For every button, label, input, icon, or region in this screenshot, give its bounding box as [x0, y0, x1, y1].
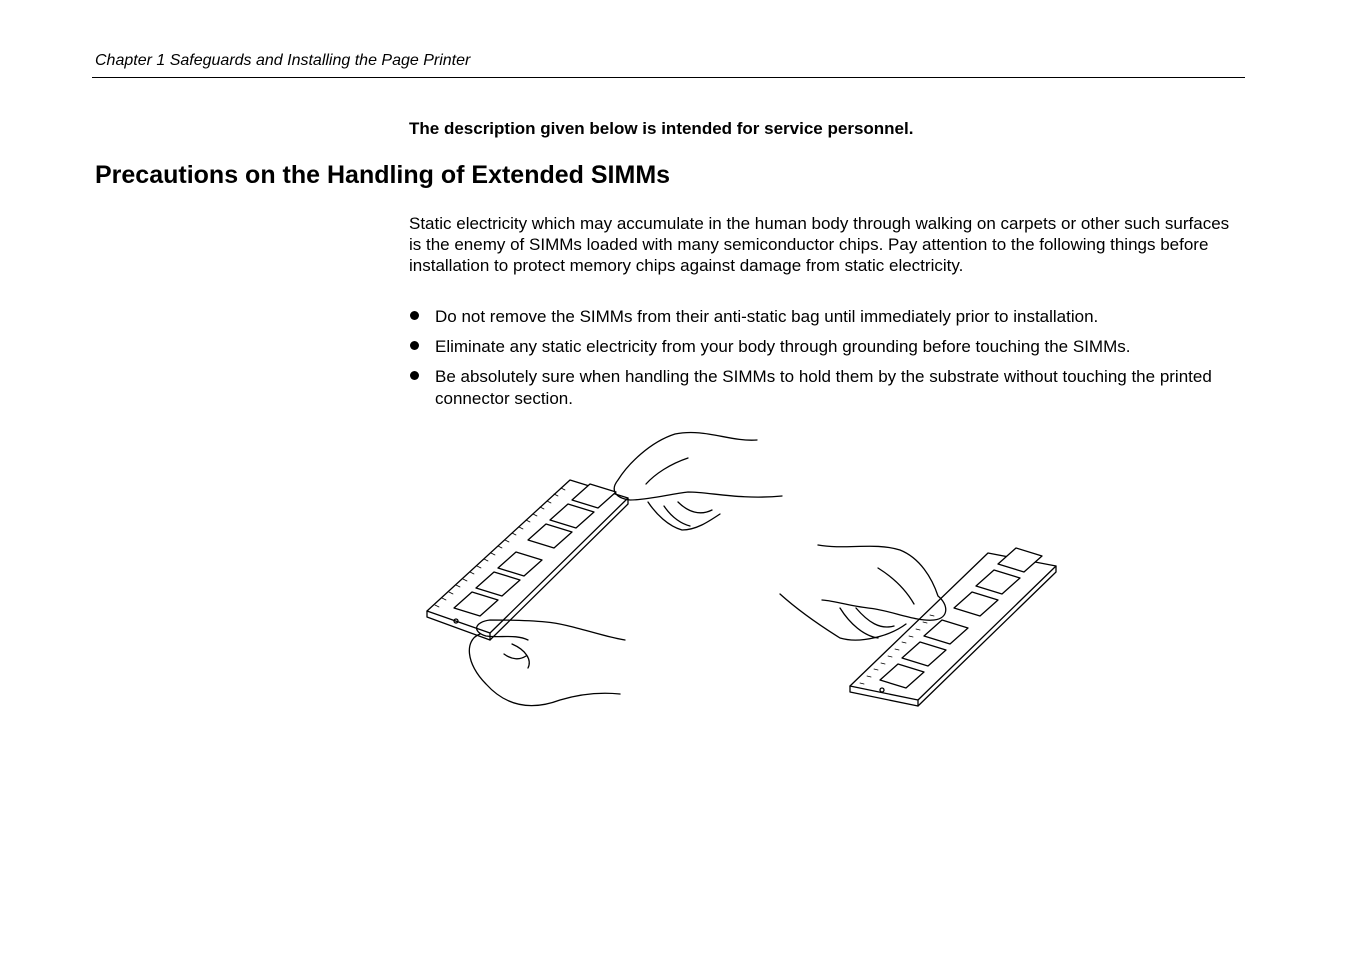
- bullet-icon: [410, 341, 419, 350]
- service-notice: The description given below is intended for service personnel.: [409, 119, 914, 138]
- section-title: Precautions on the Handling of Extended SIMMs: [95, 161, 671, 189]
- running-header: Chapter 1 Safeguards and Installing the Page Printer: [95, 52, 471, 69]
- hand-lower-left: [469, 620, 625, 706]
- header-rule: [92, 77, 1245, 78]
- list-item: [409, 336, 1239, 358]
- bullet-icon: [410, 311, 419, 320]
- precautions-list: [409, 306, 1239, 418]
- list-item-text: Be absolutely sure when handling the SIMMs to hold them by the substrate without touching the printed connector section.: [435, 367, 1212, 408]
- bullet-icon: [410, 371, 419, 380]
- list-item: [409, 306, 1239, 328]
- hand-upper-left: [614, 432, 782, 530]
- list-item: [409, 366, 1239, 410]
- simm-module-right: [850, 548, 1056, 706]
- list-item-text: Eliminate any static electricity from your body through grounding before touching the SIMMs.: [435, 337, 1131, 356]
- list-item-text: Do not remove the SIMMs from their anti-static bag until immediately prior to installation.: [435, 307, 1099, 326]
- intro-paragraph: Static electricity which may accumulate in the human body through walking on carpets or other such surfaces is the enemy of SIMMs loaded with many semiconductor chips. Pay attention to the following things before installation to protect memory chips against damage from static electricity.: [409, 214, 1230, 275]
- hands-holding-simm-illustration: [420, 428, 1070, 718]
- simm-module-left: [427, 480, 628, 640]
